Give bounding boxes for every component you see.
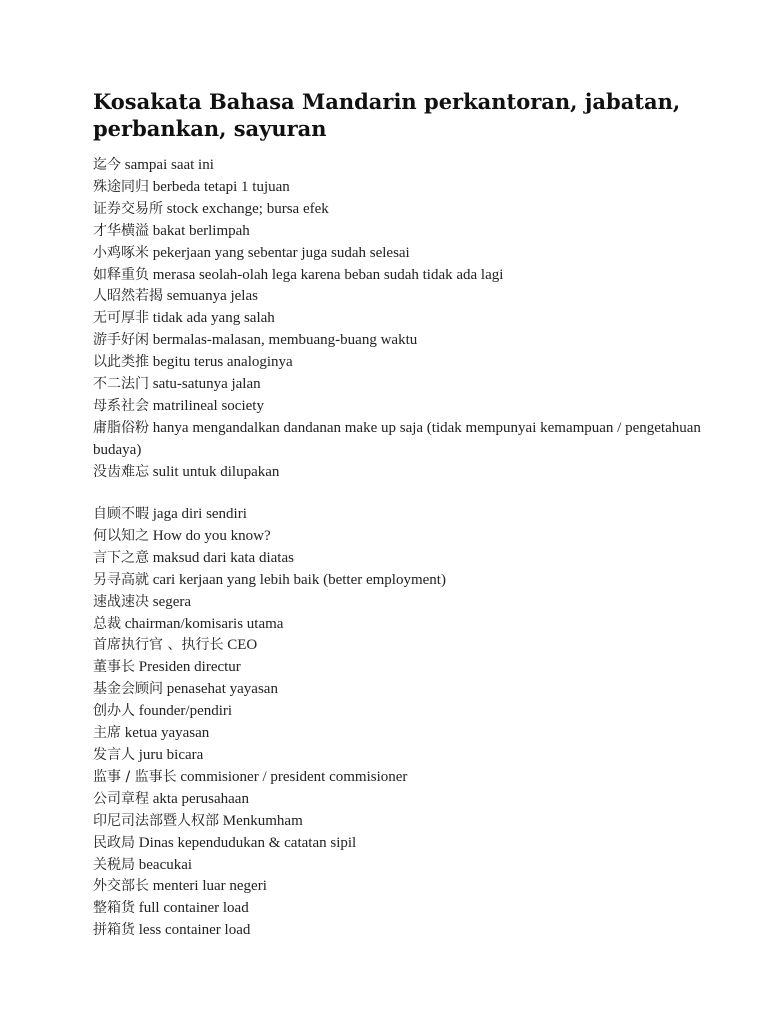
vocabulary-entry — [93, 330, 733, 352]
term-meaning: matrilineal society — [152, 397, 264, 414]
term-meaning: Menkumham — [222, 812, 303, 829]
vocabulary-entry — [93, 657, 733, 679]
vocabulary-entry — [93, 308, 733, 330]
term-meaning: begitu terus analoginya — [152, 354, 293, 371]
vocabulary-entry — [93, 570, 733, 592]
term-meaning: full container load — [138, 900, 249, 917]
vocabulary-list-section-2 — [93, 504, 733, 942]
term-meaning: bermalas-malasan, membuang-buang waktu — [152, 332, 418, 349]
chinese-term: 整箱货 — [93, 900, 135, 917]
vocabulary-entry — [93, 286, 733, 308]
term-meaning: akta perusahaan — [152, 790, 249, 807]
term-meaning: pekerjaan yang sebentar juga sudah selesai — [152, 244, 410, 261]
chinese-term: 创办人 — [93, 703, 135, 720]
chinese-term: 殊途同归 — [93, 178, 149, 195]
term-meaning: semuanya jelas — [166, 288, 258, 305]
chinese-term: 自顾不暇 — [93, 506, 149, 522]
vocabulary-entry — [93, 635, 733, 657]
vocabulary-entry — [93, 723, 733, 745]
chinese-term: 速战速决 — [93, 593, 149, 610]
vocabulary-entry — [93, 548, 733, 570]
term-meaning: hanya mengandalkan dandanan make up saja (tidak mempunyai kemampuan / pengetahuan budaya) — [93, 419, 701, 458]
term-meaning: stock exchange; bursa efek — [166, 200, 329, 217]
chinese-term: 庸脂俗粉 — [93, 419, 149, 436]
vocabulary-entry — [93, 789, 733, 811]
chinese-term: 首席执行官 、执行长 — [93, 637, 224, 654]
chinese-term: 证券交易所 — [93, 200, 163, 217]
term-meaning: maksud dari kata diatas — [152, 549, 294, 566]
term-meaning: berbeda tetapi 1 tujuan — [152, 178, 290, 195]
term-meaning: cari kerjaan yang lebih baik (better employment) — [152, 571, 446, 588]
vocabulary-entry — [93, 898, 733, 920]
chinese-term: 印尼司法部暨人权部 — [93, 812, 219, 829]
term-meaning: sampai saat ini — [124, 157, 214, 173]
vocabulary-entry — [93, 920, 733, 942]
term-meaning: founder/pendiri — [138, 703, 233, 720]
chinese-term: 监事 / 监事长 — [93, 768, 177, 785]
term-meaning: bakat berlimpah — [152, 222, 250, 239]
chinese-term: 不二法门 — [93, 376, 149, 393]
chinese-term: 如释重负 — [93, 266, 149, 283]
term-meaning: How do you know? — [152, 527, 271, 544]
term-meaning: ketua yayasan — [124, 725, 210, 742]
chinese-term: 何以知之 — [93, 527, 149, 544]
vocabulary-entry — [93, 221, 733, 243]
chinese-term: 才华横溢 — [93, 222, 149, 239]
vocabulary-entry — [93, 767, 733, 789]
vocabulary-entry — [93, 679, 733, 701]
term-meaning: juru bicara — [138, 746, 204, 763]
vocabulary-entry — [93, 199, 733, 221]
chinese-term: 基金会顾问 — [93, 681, 163, 698]
chinese-term: 董事长 — [93, 659, 135, 676]
term-meaning: sulit untuk dilupakan — [152, 463, 280, 480]
document-title: Kosakata Bahasa Mandarin perkantoran, jabatan, perbankan, sayuran — [93, 89, 681, 141]
term-meaning: CEO — [227, 637, 258, 654]
term-meaning: chairman/komisaris utama — [124, 615, 284, 632]
vocabulary-entry — [93, 592, 733, 614]
vocabulary-entry — [93, 155, 733, 177]
term-meaning: tidak ada yang salah — [152, 310, 275, 327]
vocabulary-entry — [93, 526, 733, 548]
chinese-term: 小鸡啄米 — [93, 244, 149, 261]
vocabulary-entry — [93, 876, 733, 898]
chinese-term: 关税局 — [93, 856, 135, 873]
vocabulary-entry — [93, 701, 733, 723]
term-meaning: penasehat yayasan — [166, 681, 278, 698]
term-meaning: jaga diri sendiri — [152, 506, 247, 522]
vocabulary-entry — [93, 855, 733, 877]
vocabulary-entry — [93, 811, 733, 833]
term-meaning: segera — [152, 593, 192, 610]
chinese-term: 人昭然若揭 — [93, 288, 163, 305]
term-meaning: less container load — [138, 922, 251, 939]
term-meaning: merasa seolah-olah lega karena beban sudah tidak ada lagi — [152, 266, 504, 283]
vocabulary-entry — [93, 352, 733, 374]
chinese-term: 无可厚非 — [93, 310, 149, 327]
chinese-term: 发言人 — [93, 746, 135, 763]
chinese-term: 迄今 — [93, 157, 121, 173]
chinese-term: 没齿难忘 — [93, 463, 149, 480]
chinese-term: 以此类推 — [93, 354, 149, 371]
chinese-term: 游手好闲 — [93, 332, 149, 349]
term-meaning: beacukai — [138, 856, 193, 873]
term-meaning: Dinas kependudukan & catatan sipil — [138, 834, 357, 851]
vocabulary-entry — [93, 374, 733, 396]
chinese-term: 公司章程 — [93, 790, 149, 807]
chinese-term: 拼箱货 — [93, 922, 135, 939]
vocabulary-entry — [93, 243, 733, 265]
term-meaning: Presiden directur — [138, 659, 241, 676]
chinese-term: 外交部长 — [93, 878, 149, 895]
vocabulary-entry — [93, 504, 733, 526]
vocabulary-entry — [93, 614, 733, 636]
chinese-term: 另寻高就 — [93, 571, 149, 588]
chinese-term: 主席 — [93, 725, 121, 742]
vocabulary-entry — [93, 177, 733, 199]
chinese-term: 民政局 — [93, 834, 135, 851]
vocabulary-entry — [93, 462, 733, 484]
vocabulary-entry — [93, 833, 733, 855]
vocabulary-entry — [93, 265, 733, 287]
vocabulary-list-section-1 — [93, 155, 733, 484]
term-meaning: satu-satunya jalan — [152, 376, 261, 393]
vocabulary-entry — [93, 418, 733, 462]
vocabulary-entry — [93, 396, 733, 418]
chinese-term: 母系社会 — [93, 397, 149, 414]
chinese-term: 言下之意 — [93, 549, 149, 566]
chinese-term: 总裁 — [93, 615, 121, 632]
term-meaning: menteri luar negeri — [152, 878, 267, 895]
vocabulary-entry — [93, 745, 733, 767]
term-meaning: commisioner / president commisioner — [180, 768, 408, 785]
